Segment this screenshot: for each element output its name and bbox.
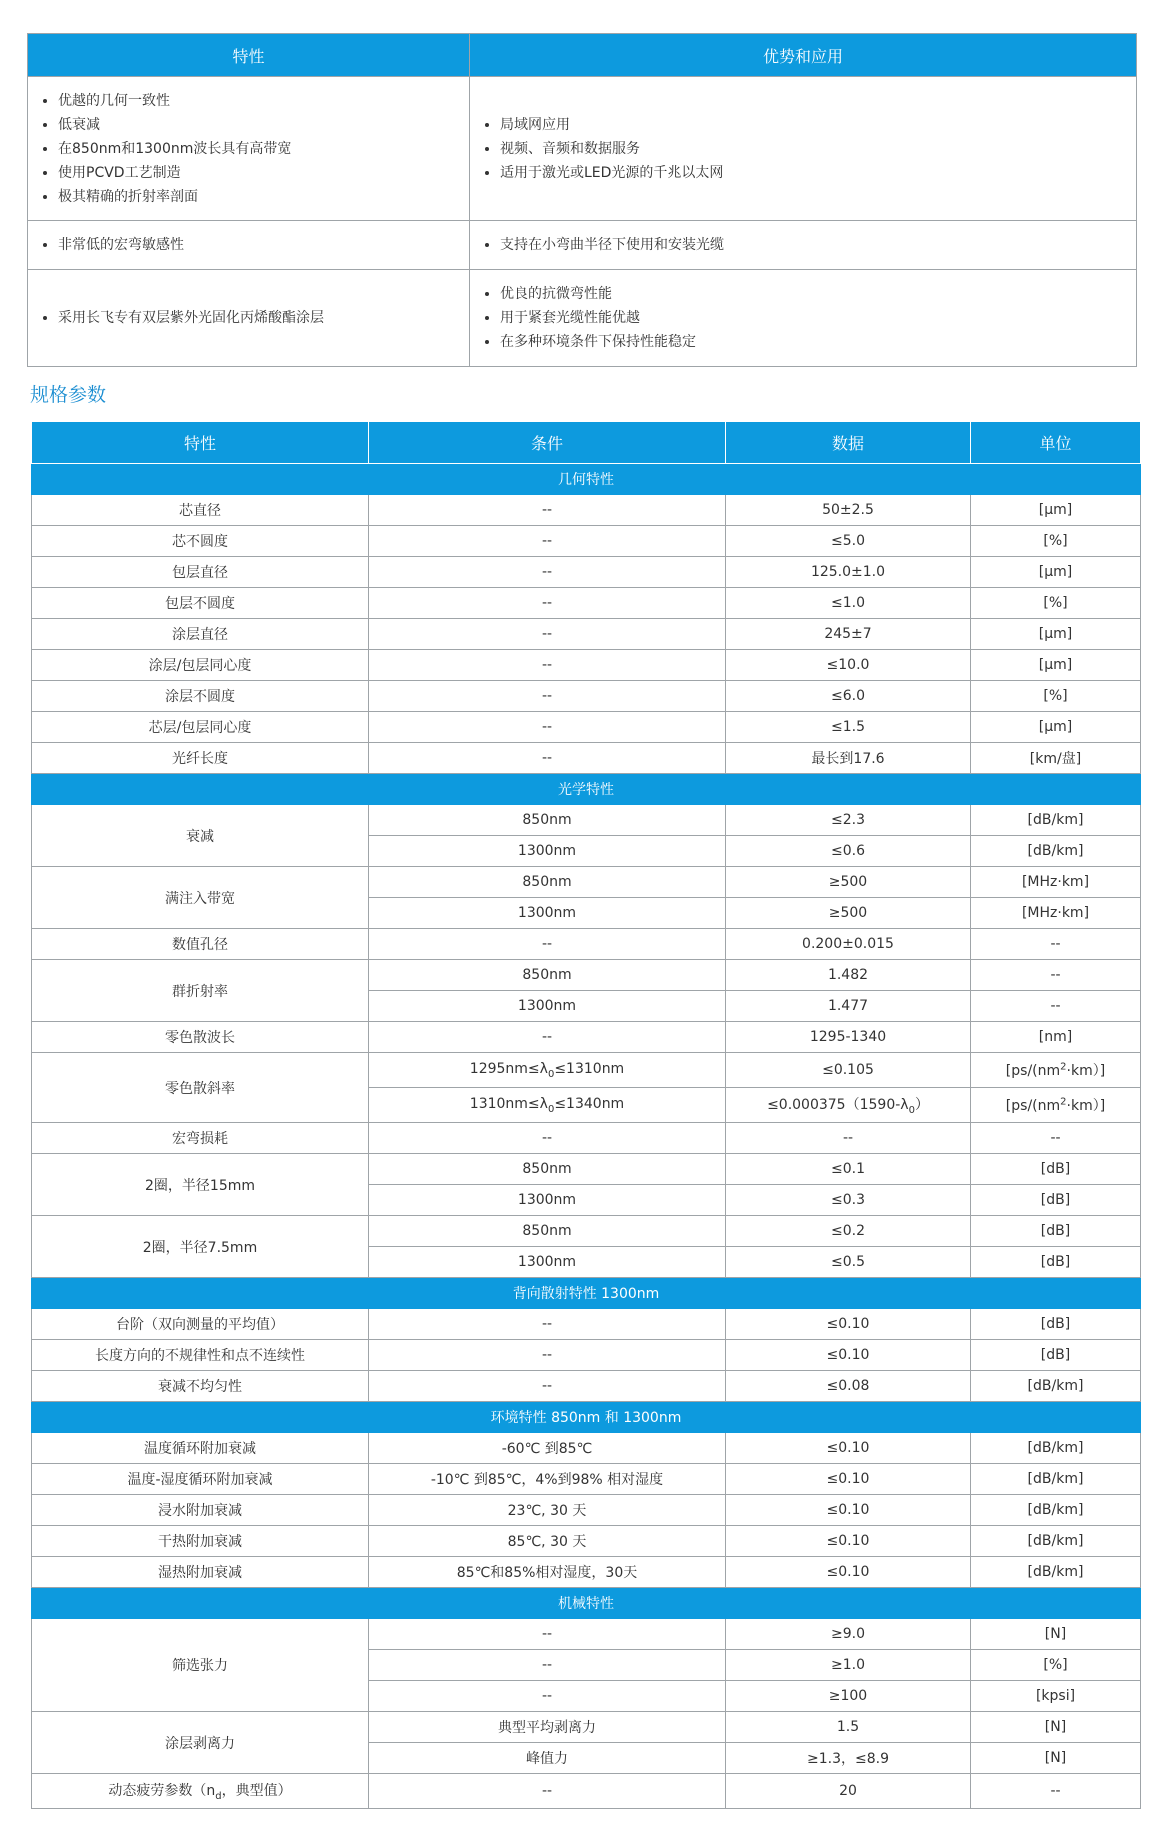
cell-value: ≤10.0 xyxy=(726,650,971,681)
cell-property: 台阶（双向测量的平均值） xyxy=(32,1309,369,1340)
benefits-list xyxy=(480,113,1126,185)
nd-subscript: d xyxy=(215,1790,222,1802)
cell-property: 涂层/包层同心度 xyxy=(32,650,369,681)
cell-property: 光纤长度 xyxy=(32,743,369,774)
benefits-list xyxy=(480,282,1126,354)
cell-unit: [dB] xyxy=(971,1216,1141,1247)
table-row xyxy=(32,1022,1141,1053)
spec-header-row xyxy=(32,422,1141,464)
cell-condition: -- xyxy=(369,712,726,743)
cell-value: 最长到17.6 xyxy=(726,743,971,774)
value-text: ≤0.000375（1590-λ xyxy=(767,1097,909,1114)
cell-unit: [dB/km] xyxy=(971,1526,1141,1557)
unit-text: [ps/(nm xyxy=(1005,1098,1061,1114)
cell-value: ≤0.1 xyxy=(726,1154,971,1185)
cell-property: 干热附加衰减 xyxy=(32,1526,369,1557)
cell-condition: -- xyxy=(369,1774,726,1809)
cell-value: 1.5 xyxy=(726,1712,971,1743)
section-title: 规格参数 xyxy=(30,384,107,406)
features-header-benefits: 优势和应用 xyxy=(470,34,1137,77)
features-row xyxy=(28,270,1137,367)
cell-unit: -- xyxy=(971,991,1141,1022)
cell-condition: 1300nm xyxy=(369,1185,726,1216)
features-list-item: • 低衰减 xyxy=(58,113,459,137)
cell-condition: -- xyxy=(369,1619,726,1650)
section-row-optical xyxy=(32,774,1141,805)
cell-condition: 85℃和85%相对湿度，30天 xyxy=(369,1557,726,1588)
cell-property: 宏弯损耗 xyxy=(32,1123,369,1154)
features-table xyxy=(27,33,1137,367)
cell-property xyxy=(32,1774,369,1809)
unit-text: [ps/(nm xyxy=(1005,1063,1061,1079)
cell-condition: 850nm xyxy=(369,1154,726,1185)
cell-value: ≥1.3，≤8.9 xyxy=(726,1743,971,1774)
cell-value: 20 xyxy=(726,1774,971,1809)
features-cell xyxy=(28,77,470,221)
cell-unit: [dB/km] xyxy=(971,1464,1141,1495)
table-row xyxy=(32,557,1141,588)
cell-value: 50±2.5 xyxy=(726,495,971,526)
table-row xyxy=(32,1371,1141,1402)
table-row xyxy=(32,1557,1141,1588)
lambda-subscript: 0 xyxy=(547,1103,555,1115)
cell-value: ≤2.3 xyxy=(726,805,971,836)
table-row xyxy=(32,867,1141,898)
property-text: 动态疲劳参数（n xyxy=(108,1783,216,1800)
cell-unit: -- xyxy=(971,1123,1141,1154)
table-row xyxy=(32,1123,1141,1154)
cell-value: 1.477 xyxy=(726,991,971,1022)
cell-value: ≤0.10 xyxy=(726,1495,971,1526)
section-label: 几何特性 xyxy=(32,464,1141,495)
table-row xyxy=(32,619,1141,650)
cell-unit: [%] xyxy=(971,681,1141,712)
cell-unit: [nm] xyxy=(971,1022,1141,1053)
table-row xyxy=(32,743,1141,774)
condition-text: ≤1340nm xyxy=(554,1095,625,1112)
cell-value: ≤0.10 xyxy=(726,1557,971,1588)
cell-unit: [km/盘] xyxy=(971,743,1141,774)
table-row xyxy=(32,805,1141,836)
cell-property: 浸水附加衰减 xyxy=(32,1495,369,1526)
cell-condition: -- xyxy=(369,1123,726,1154)
features-list-item: • 非常低的宏弯敏感性 xyxy=(58,233,459,257)
cell-condition: 23℃, 30 天 xyxy=(369,1495,726,1526)
table-row xyxy=(32,929,1141,960)
section-row-backscatter xyxy=(32,1278,1141,1309)
cell-property: 零色散波长 xyxy=(32,1022,369,1053)
cell-value: ≤0.10 xyxy=(726,1340,971,1371)
cell-unit: [MHz·km] xyxy=(971,898,1141,929)
cell-unit: [%] xyxy=(971,588,1141,619)
cell-unit: [dB] xyxy=(971,1247,1141,1278)
cell-value: ≤0.10 xyxy=(726,1464,971,1495)
cell-unit: [dB] xyxy=(971,1185,1141,1216)
cell-unit: [N] xyxy=(971,1619,1141,1650)
squared-superscript: 2 xyxy=(1060,1061,1067,1073)
features-cell xyxy=(28,270,470,367)
cell-property: 涂层直径 xyxy=(32,619,369,650)
lambda-subscript: 0 xyxy=(908,1104,915,1116)
cell-condition: -10℃ 到85℃，4%到98% 相对湿度 xyxy=(369,1464,726,1495)
cell-value: ≥500 xyxy=(726,867,971,898)
cell-condition: -- xyxy=(369,588,726,619)
cell-condition: -- xyxy=(369,557,726,588)
cell-condition: -- xyxy=(369,495,726,526)
table-row xyxy=(32,495,1141,526)
cell-condition: -- xyxy=(369,619,726,650)
table-row xyxy=(32,588,1141,619)
section-row-geometry xyxy=(32,464,1141,495)
value-text: ） xyxy=(914,1097,929,1114)
cell-unit: -- xyxy=(971,929,1141,960)
cell-property: 温度-湿度循环附加衰减 xyxy=(32,1464,369,1495)
cell-value: 1295-1340 xyxy=(726,1022,971,1053)
cell-unit: -- xyxy=(971,1774,1141,1809)
table-row xyxy=(32,1495,1141,1526)
features-list xyxy=(38,89,459,209)
cell-property: 涂层剥离力 xyxy=(32,1712,369,1774)
cell-value: ≤0.08 xyxy=(726,1371,971,1402)
cell-unit: [N] xyxy=(971,1712,1141,1743)
cell-unit: [N] xyxy=(971,1743,1141,1774)
spec-header-unit: 单位 xyxy=(971,422,1141,464)
benefits-cell xyxy=(470,270,1137,367)
benefits-cell xyxy=(470,221,1137,270)
table-row xyxy=(32,1053,1141,1088)
cell-condition: -- xyxy=(369,1371,726,1402)
condition-text: 1310nm≤λ xyxy=(469,1095,548,1112)
cell-value: 245±7 xyxy=(726,619,971,650)
table-row xyxy=(32,1340,1141,1371)
cell-value: ≤0.10 xyxy=(726,1433,971,1464)
cell-unit: [%] xyxy=(971,526,1141,557)
benefits-list-item: • 适用于激光或LED光源的千兆以太网 xyxy=(500,161,1126,185)
features-row xyxy=(28,221,1137,270)
features-header-features: 特性 xyxy=(28,34,470,77)
cell-unit: [dB/km] xyxy=(971,1433,1141,1464)
cell-value: -- xyxy=(726,1123,971,1154)
spec-header-value: 数据 xyxy=(726,422,971,464)
benefits-cell xyxy=(470,77,1137,221)
cell-property: 零色散斜率 xyxy=(32,1053,369,1123)
table-row xyxy=(32,712,1141,743)
section-row-environmental xyxy=(32,1402,1141,1433)
table-row xyxy=(32,1774,1141,1809)
cell-value: ≤0.2 xyxy=(726,1216,971,1247)
cell-condition: 1300nm xyxy=(369,991,726,1022)
cell-property: 2圈，半径7.5mm xyxy=(32,1216,369,1278)
cell-unit: [dB/km] xyxy=(971,1371,1141,1402)
section-row-mechanical xyxy=(32,1588,1141,1619)
table-row xyxy=(32,1154,1141,1185)
cell-value: ≥100 xyxy=(726,1681,971,1712)
cell-unit: [dB] xyxy=(971,1340,1141,1371)
benefits-list-item: • 局域网应用 xyxy=(500,113,1126,137)
cell-property: 涂层不圆度 xyxy=(32,681,369,712)
cell-condition: -- xyxy=(369,929,726,960)
cell-condition: 1300nm xyxy=(369,836,726,867)
features-list-item: • 极其精确的折射率剖面 xyxy=(58,185,459,209)
table-row xyxy=(32,650,1141,681)
features-list xyxy=(38,306,459,330)
cell-condition: 85℃, 30 天 xyxy=(369,1526,726,1557)
table-row xyxy=(32,1712,1141,1743)
benefits-list xyxy=(480,233,1126,257)
features-list-item: • 优越的几何一致性 xyxy=(58,89,459,113)
cell-condition xyxy=(369,1053,726,1088)
cell-property: 筛选张力 xyxy=(32,1619,369,1712)
cell-condition: -- xyxy=(369,650,726,681)
benefits-list-item: • 在多种环境条件下保持性能稳定 xyxy=(500,330,1126,354)
condition-text: 1295nm≤λ xyxy=(469,1060,548,1077)
cell-property: 长度方向的不规律性和点不连续性 xyxy=(32,1340,369,1371)
table-row xyxy=(32,526,1141,557)
spec-table xyxy=(31,421,1141,1809)
features-header-row xyxy=(28,34,1137,77)
cell-property: 温度循环附加衰减 xyxy=(32,1433,369,1464)
cell-value: ≤0.10 xyxy=(726,1309,971,1340)
cell-value: ≥1.0 xyxy=(726,1650,971,1681)
cell-value: ≤0.10 xyxy=(726,1526,971,1557)
cell-value: ≤1.5 xyxy=(726,712,971,743)
features-cell xyxy=(28,221,470,270)
cell-condition: -- xyxy=(369,1681,726,1712)
cell-unit: [MHz·km] xyxy=(971,867,1141,898)
cell-unit: -- xyxy=(971,960,1141,991)
cell-condition xyxy=(369,1088,726,1123)
section-label: 光学特性 xyxy=(32,774,1141,805)
cell-value: ≤1.0 xyxy=(726,588,971,619)
lambda-subscript: 0 xyxy=(547,1068,555,1080)
cell-property: 芯直径 xyxy=(32,495,369,526)
table-row xyxy=(32,960,1141,991)
cell-condition: -- xyxy=(369,1309,726,1340)
cell-property: 满注入带宽 xyxy=(32,867,369,929)
features-row xyxy=(28,77,1137,221)
table-row xyxy=(32,1216,1141,1247)
cell-property: 湿热附加衰减 xyxy=(32,1557,369,1588)
cell-condition: 850nm xyxy=(369,1216,726,1247)
condition-text: ≤1310nm xyxy=(554,1060,625,1077)
cell-unit: [μm] xyxy=(971,619,1141,650)
cell-value: ≤6.0 xyxy=(726,681,971,712)
benefits-list-item: • 用于紧套光缆性能优越 xyxy=(500,306,1126,330)
cell-value: 0.200±0.015 xyxy=(726,929,971,960)
property-text: ，典型值） xyxy=(221,1783,292,1800)
benefits-list-item: • 视频、音频和数据服务 xyxy=(500,137,1126,161)
cell-property: 群折射率 xyxy=(32,960,369,1022)
cell-condition: 典型平均剥离力 xyxy=(369,1712,726,1743)
table-row xyxy=(32,1433,1141,1464)
cell-unit: [μm] xyxy=(971,557,1141,588)
cell-condition: -- xyxy=(369,1022,726,1053)
section-label: 背向散射特性 1300nm xyxy=(32,1278,1141,1309)
cell-property: 包层直径 xyxy=(32,557,369,588)
cell-unit: [dB] xyxy=(971,1309,1141,1340)
spec-header-condition: 条件 xyxy=(369,422,726,464)
cell-unit: [dB/km] xyxy=(971,836,1141,867)
features-list xyxy=(38,233,459,257)
cell-value: ≤0.3 xyxy=(726,1185,971,1216)
table-row xyxy=(32,681,1141,712)
cell-unit: [dB/km] xyxy=(971,1557,1141,1588)
cell-condition: 峰值力 xyxy=(369,1743,726,1774)
cell-condition: -- xyxy=(369,1340,726,1371)
table-row xyxy=(32,1464,1141,1495)
section-label: 机械特性 xyxy=(32,1588,1141,1619)
cell-property: 2圈，半径15mm xyxy=(32,1154,369,1216)
cell-value: ≥9.0 xyxy=(726,1619,971,1650)
table-row xyxy=(32,1526,1141,1557)
spec-header-property: 特性 xyxy=(32,422,369,464)
cell-property: 衰减不均匀性 xyxy=(32,1371,369,1402)
cell-value: 1.482 xyxy=(726,960,971,991)
features-list-item: • 在850nm和1300nm波长具有高带宽 xyxy=(58,137,459,161)
cell-property: 衰减 xyxy=(32,805,369,867)
cell-value: ≤0.5 xyxy=(726,1247,971,1278)
cell-property: 数值孔径 xyxy=(32,929,369,960)
cell-value: ≥500 xyxy=(726,898,971,929)
cell-condition: 850nm xyxy=(369,805,726,836)
cell-value: ≤0.105 xyxy=(726,1053,971,1088)
cell-condition: -- xyxy=(369,681,726,712)
features-list-item: • 使用PCVD工艺制造 xyxy=(58,161,459,185)
cell-unit: [dB/km] xyxy=(971,1495,1141,1526)
cell-condition: -60℃ 到85℃ xyxy=(369,1433,726,1464)
cell-unit: [μm] xyxy=(971,712,1141,743)
unit-text: ·km）] xyxy=(1066,1063,1106,1079)
benefits-list-item: • 支持在小弯曲半径下使用和安装光缆 xyxy=(500,233,1126,257)
table-row xyxy=(32,1309,1141,1340)
benefits-list-item: • 优良的抗微弯性能 xyxy=(500,282,1126,306)
cell-value: ≤0.6 xyxy=(726,836,971,867)
cell-unit: [dB/km] xyxy=(971,805,1141,836)
cell-property: 包层不圆度 xyxy=(32,588,369,619)
cell-condition: 1300nm xyxy=(369,898,726,929)
cell-unit xyxy=(971,1088,1141,1123)
unit-text: ·km）] xyxy=(1066,1098,1106,1114)
cell-unit xyxy=(971,1053,1141,1088)
squared-superscript: 2 xyxy=(1060,1096,1067,1108)
cell-unit: [%] xyxy=(971,1650,1141,1681)
section-label: 环境特性 850nm 和 1300nm xyxy=(32,1402,1141,1433)
cell-property: 芯不圆度 xyxy=(32,526,369,557)
table-row xyxy=(32,1619,1141,1650)
cell-condition: 850nm xyxy=(369,960,726,991)
features-list-item: • 采用长飞专有双层紫外光固化丙烯酸酯涂层 xyxy=(58,306,459,330)
cell-property: 芯层/包层同心度 xyxy=(32,712,369,743)
cell-value: ≤5.0 xyxy=(726,526,971,557)
cell-value: 125.0±1.0 xyxy=(726,557,971,588)
cell-unit: [dB] xyxy=(971,1154,1141,1185)
cell-condition: -- xyxy=(369,526,726,557)
cell-condition: -- xyxy=(369,743,726,774)
cell-condition: 1300nm xyxy=(369,1247,726,1278)
cell-condition: -- xyxy=(369,1650,726,1681)
cell-unit: [μm] xyxy=(971,650,1141,681)
cell-unit: [μm] xyxy=(971,495,1141,526)
cell-value xyxy=(726,1088,971,1123)
cell-condition: 850nm xyxy=(369,867,726,898)
cell-unit: [kpsi] xyxy=(971,1681,1141,1712)
